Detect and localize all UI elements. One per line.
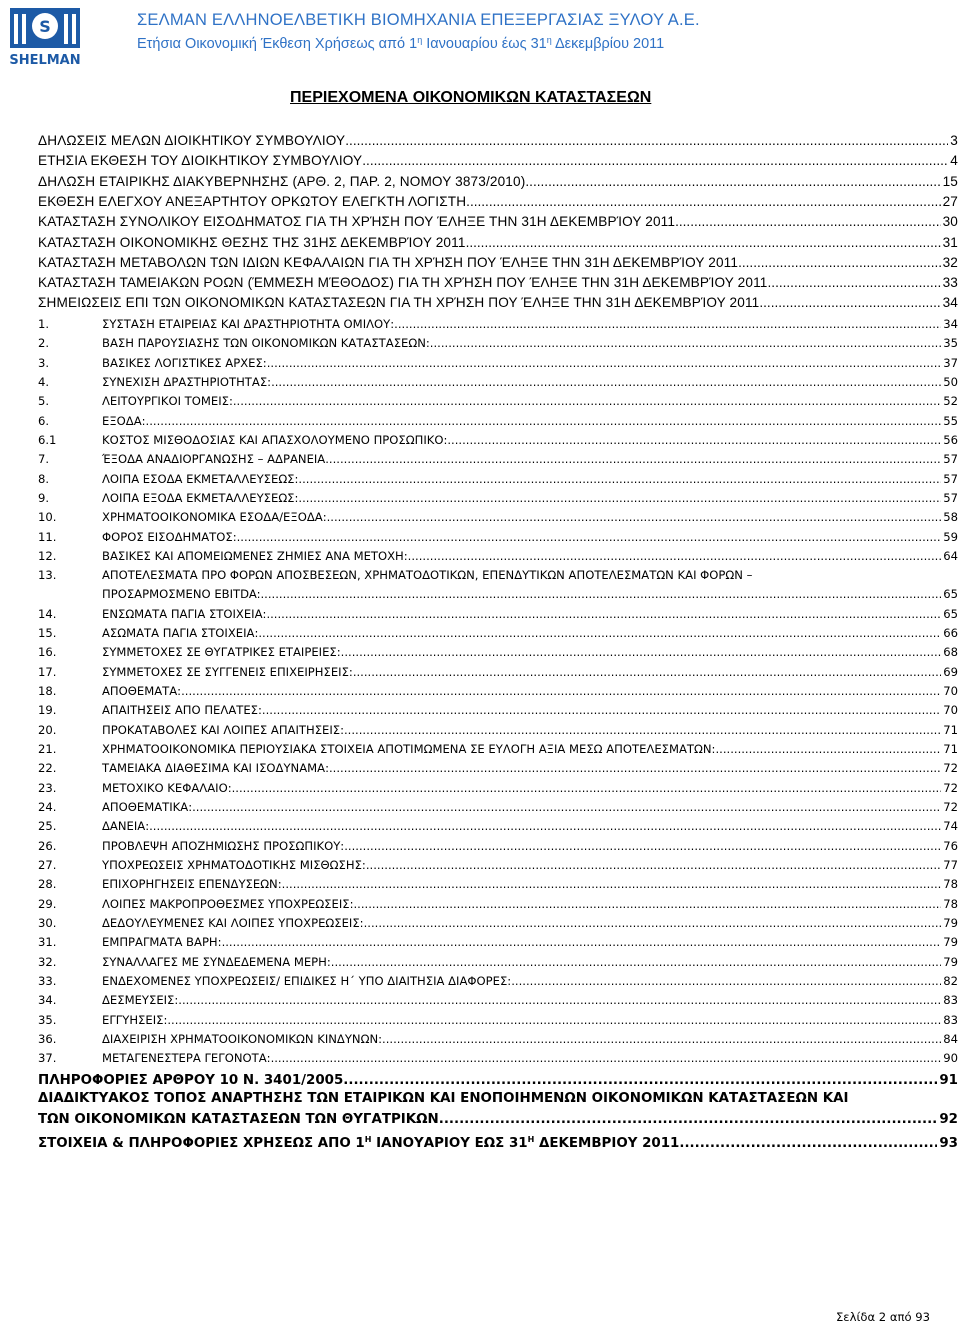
toc-entry-text: ΛΟΙΠΕΣ ΜΑΚΡΟΠΡΟΘΕΣΜΕΣ ΥΠΟΧΡΕΩΣΕΙΣ: — [102, 896, 354, 911]
toc-entry-page: 35 — [943, 336, 958, 351]
dot-leader — [146, 412, 942, 430]
toc-entry-page: 79 — [943, 935, 958, 950]
toc-entry-page: 57 — [943, 490, 958, 505]
toc-entry-page: 72 — [943, 780, 958, 795]
toc-note-number: 3. — [38, 355, 50, 370]
toc-note-entry[interactable] — [38, 721, 958, 739]
dot-leader — [267, 354, 942, 372]
toc-entry-page: 77 — [943, 857, 958, 872]
dot-leader — [327, 508, 942, 526]
toc-entry-text: ΣΤΟΙΧΕΙΑ & ΠΛΗΡΟΦΟΡΙΕΣ ΧΡΗΣΕΩΣ ΑΠΟ $1^H$ ΙΑΝΟΥΑΡΙΟΥ ΕΩΣ $31^H$ ΔΕΚΕΜΒΡΙΟΥ 2011 — [38, 1135, 680, 1151]
dot-leader — [344, 837, 941, 855]
toc-note-number: 12. — [38, 548, 57, 563]
toc-entry-text: ΣΥΝΕΧΙΣΗ ΔΡΑΣΤΗΡΙΟΤΗΤΑΣ: — [102, 374, 272, 389]
toc-entry-page: 82 — [943, 973, 958, 988]
toc-entry-text: ΚΟΣΤΟΣ ΜΙΣΘΟΔΟΣΙΑΣ ΚΑΙ ΑΠΑΣΧΟΛΟΥΜΕΝΟ ΠΡΟΣΩΠΙΚΟ: — [102, 432, 448, 447]
toc-entry-page: 68 — [943, 645, 958, 660]
toc-entry-info[interactable] — [38, 1072, 958, 1090]
toc-entry-page: 93 — [939, 1136, 958, 1151]
toc-entry-text: ΤΑΜΕΙΑΚΑ ΔΙΑΘΕΣΙΜΑ ΚΑΙ ΙΣΟΔΥΝΑΜΑ: — [102, 761, 329, 776]
dot-leader — [344, 721, 941, 739]
toc-entry-text: ΕΚΘΕΣΗ ΕΛΕΓΧΟΥ ΑΝΕΞΑΡΤΗΤΟΥ ΟΡΚΩΤΟΥ ΕΛΕΓΚΤΗ ΛΟΓΙΣΤΗ — [38, 193, 467, 209]
toc-entry-website-line1[interactable]: ΔΙΑΔΙΚΤΥΑΚΟΣ ΤΟΠΟΣ ΑΝΑΡΤΗΣΗΣ ΤΩΝ ΕΤΑΙΡΙΚΩΝ ΚΑΙ ΕΝΟΠΟΙΗΜΕΝΩΝ ΟΙΚΟΝΟΜΙΚΩΝ ΚΑΤΑΣΤΑΣΕΩΝ ΚΑΙ — [38, 1091, 849, 1106]
toc-note-entry[interactable] — [38, 605, 958, 623]
toc-entry-page: 58 — [943, 510, 958, 525]
toc-note-entry[interactable] — [38, 817, 958, 835]
toc-note-number: 28. — [38, 877, 57, 892]
toc-note-entry[interactable] — [38, 856, 958, 874]
toc-entry-page: 33 — [942, 275, 958, 291]
toc-entry-text: ΛΟΙΠΑ ΕΣΟΔΑ ΕΚΜΕΤΑΛΛΕΥΣΕΩΣ: — [102, 471, 299, 486]
dot-leader — [232, 779, 942, 797]
toc-note-number: 33. — [38, 973, 57, 988]
toc-entry-page: 78 — [943, 877, 958, 892]
dot-leader — [261, 585, 942, 603]
toc-entry-page: 34 — [942, 295, 958, 311]
dot-leader — [738, 254, 940, 272]
shelman-logo — [4, 6, 86, 70]
dot-leader — [262, 701, 941, 719]
toc-entry-page: 57 — [943, 471, 958, 486]
toc-note-number: 2. — [38, 336, 50, 351]
dot-leader — [341, 643, 942, 661]
toc-entry-page: 83 — [943, 1012, 958, 1027]
toc-entry[interactable] — [38, 173, 958, 191]
toc-note-number: 25. — [38, 819, 57, 834]
dot-leader — [382, 1030, 941, 1048]
toc-entry-text: ΔΕΔΟΥΛΕΥΜΕΝΕΣ ΚΑΙ ΛΟΙΠΕΣ ΥΠΟΧΡΕΩΣΕΙΣ: — [102, 915, 364, 930]
toc-entry-text: ΒΑΣΗ ΠΑΡΟΥΣΙΑΣΗΣ ΤΩΝ ΟΙΚΟΝΟΜΙΚΩΝ ΚΑΤΑΣΤΑΣΕΩΝ: — [102, 336, 430, 351]
toc-note-number: 30. — [38, 915, 57, 930]
toc-entry-text: ΚΑΤΑΣΤΑΣΗ ΟΙΚΟΝΟΜΙΚΗΣ ΘΕΣΗΣ ΤΗΣ 31ΗΣ ΔΕΚΕΜΒΡΊΟΥ 2011 — [38, 234, 466, 250]
toc-note-entry[interactable] — [38, 392, 958, 410]
toc-note-number: 22. — [38, 761, 57, 776]
dot-leader — [394, 315, 941, 333]
toc-entry-financial-data[interactable] — [38, 1131, 958, 1153]
company-name: ΣΕΛΜΑΝ ΕΛΛΗΝΟΕΛΒΕΤΙΚΗ ΒΙΟΜΗΧΑΝΙΑ ΕΠΕΞΕΡΓΑΣΙΑΣ ΞΥΛΟΥ Α.Ε. — [137, 11, 700, 29]
toc-note-entry[interactable] — [38, 315, 958, 333]
toc-entry-text: ΑΠΟΘΕΜΑΤΑ: — [102, 684, 182, 699]
toc-note-number: 19. — [38, 703, 57, 718]
toc-entry-page: 56 — [943, 432, 958, 447]
toc-entry-text: ΣΥΣΤΑΣΗ ΕΤΑΙΡΕΙΑΣ ΚΑΙ ΔΡΑΣΤΗΡΙΟΤΗΤΑ ΟΜΙΛΟΥ: — [102, 317, 395, 331]
toc-note-number: 5. — [38, 394, 50, 409]
dot-leader — [466, 234, 941, 252]
toc-entry[interactable] — [38, 234, 958, 252]
toc-entry-page: 65 — [943, 606, 958, 621]
toc-note-number: 6. — [38, 413, 50, 428]
dot-leader — [679, 1135, 937, 1153]
toc-note-entry[interactable] — [38, 585, 958, 603]
toc-entry-website[interactable] — [38, 1111, 958, 1129]
toc-note-number: 36. — [38, 1031, 57, 1046]
toc-entry-text: ΣΥΜΜΕΤΟΧΕΣ ΣΕ ΣΥΓΓΕΝΕΙΣ ΕΠΙΧΕΙΡΗΣΕΙΣ: — [102, 664, 353, 679]
toc-entry-text: ΕΝΣΩΜΑΤΑ ΠΑΓΙΑ ΣΤΟΙΧΕΙΑ: — [102, 606, 267, 621]
toc-note-entry[interactable] — [38, 334, 958, 352]
toc-note-number: 24. — [38, 800, 57, 814]
toc-note-entry[interactable] — [38, 1030, 958, 1048]
toc-entry-page: 66 — [943, 626, 958, 641]
toc-entry[interactable] — [38, 193, 958, 211]
toc-entry-page: 55 — [943, 413, 958, 428]
dot-leader — [271, 373, 941, 391]
toc-entry-text: ΔΕΣΜΕΥΣΕΙΣ: — [102, 993, 179, 1008]
toc-note-number: 27. — [38, 857, 57, 872]
dot-leader — [353, 895, 941, 913]
page-title: ΠΕΡΙΕΧΟΜΕΝΑ ΟΙΚΟΝΟΜΙΚΩΝ ΚΑΤΑΣΤΑΣΕΩΝ — [290, 89, 652, 106]
toc-entry[interactable] — [38, 132, 958, 150]
toc-entry-text: ΒΑΣΙΚΕΣ ΚΑΙ ΑΠΟΜΕΙΩΜΕΝΕΣ ΖΗΜΙΕΣ ΑΝΑ ΜΕΤΟΧΗ: — [102, 548, 408, 563]
toc-entry-text: ΚΑΤΑΣΤΑΣΗ ΤΑΜΕΙΑΚΩΝ ΡΟΩΝ (ΈΜΜΕΣΗ ΜΈΘΟΔΟΣ) ΓΙΑ ΤΗ ΧΡΉΣΗ ΠΟΥ ΈΛΗΞΕ ΤΗΝ 31Η ΔΕΚΕΜΒΡΊΟΥ 2011 — [38, 275, 768, 291]
dot-leader — [366, 856, 941, 874]
toc-entry-page: 64 — [943, 548, 958, 563]
toc-note-number: 16. — [38, 645, 57, 660]
toc-note-number: 7. — [38, 452, 50, 467]
toc-note-number: 8. — [38, 471, 50, 486]
toc-note-entry[interactable] — [38, 373, 958, 391]
toc-note-entry[interactable] — [38, 508, 958, 526]
dot-leader — [343, 1072, 937, 1090]
toc-note-entry[interactable] — [38, 972, 958, 990]
toc-entry-text: ΔΗΛΩΣΕΙΣ ΜΕΛΩΝ ΔΙΟΙΚΗΤΙΚΟΥ ΣΥΜΒΟΥΛΙΟΥ — [38, 133, 346, 148]
toc-entry-text: ΧΡΗΜΑΤΟΟΙΚΟΝΟΜΙΚΑ ΠΕΡΙΟΥΣΙΑΚΑ ΣΤΟΙΧΕΙΑ ΑΠΟΤΙΜΩΜΕΝΑ ΣΕ ΕΥΛΟΓΗ ΑΞΙΑ ΜΕΣΩ ΑΠΟΤΕΛΕΣΜΑΤΩΝ: — [102, 742, 716, 757]
toc-note-entry[interactable] — [38, 566, 958, 584]
svg-text:S: S — [39, 17, 51, 36]
toc-entry-text: ΛΕΙΤΟΥΡΓΙΚΟΙ ΤΟΜΕΙΣ: — [102, 394, 233, 409]
dot-leader — [364, 914, 942, 932]
dot-leader — [408, 547, 942, 565]
toc-entry-page: 4 — [950, 153, 958, 169]
toc-entry-page: 37 — [943, 355, 958, 370]
page-footer: Σελίδα 2 από 93 — [835, 1310, 930, 1324]
toc-entry-page: 15 — [942, 173, 958, 189]
toc-entry-page: 30 — [942, 214, 958, 230]
toc-entry[interactable] — [38, 213, 958, 231]
toc-entry-text: ΑΠΑΙΤΗΣΕΙΣ ΑΠΟ ΠΕΛΑΤΕΣ: — [102, 703, 262, 718]
toc-note-number: 9. — [38, 490, 50, 505]
toc-note-entry[interactable] — [38, 624, 958, 642]
toc-entry-page: 65 — [943, 587, 958, 602]
toc-note-entry[interactable] — [38, 798, 958, 816]
toc-entry-page: 83 — [943, 993, 958, 1008]
toc-entry[interactable] — [38, 274, 958, 292]
toc-entry-text: ΤΩΝ ΟΙΚΟΝΟΜΙΚΩΝ ΚΑΤΑΣΤΑΣΕΩΝ ΤΩΝ ΘΥΓΑΤΡΙΚΩΝ — [38, 1112, 439, 1127]
toc-note-number: 11. — [38, 529, 57, 544]
toc-entry-page: 79 — [943, 954, 958, 969]
dot-leader — [675, 213, 940, 231]
toc-note-number: 4. — [38, 374, 50, 389]
toc-note-number: 13. — [38, 568, 57, 583]
dot-leader — [298, 489, 941, 507]
dot-leader — [167, 1011, 941, 1029]
dot-leader — [271, 1049, 942, 1067]
toc-note-entry[interactable] — [38, 837, 958, 855]
toc-entry-page: 71 — [943, 722, 958, 737]
toc-entry-page: 74 — [943, 819, 958, 834]
toc-note-entry[interactable] — [38, 1011, 958, 1029]
toc-note-number: 37. — [38, 1051, 57, 1066]
toc-entry-text: ΚΑΤΑΣΤΑΣΗ ΜΕΤΑΒΟΛΩΝ ΤΩΝ ΙΔΙΩΝ ΚΕΦΑΛΑΙΩΝ ΓΙΑ ΤΗ ΧΡΉΣΗ ΠΟΥ ΈΛΗΞΕ ΤΗΝ 31Η ΔΕΚΕΜΒΡΊΟΥ 2011 — [38, 254, 739, 270]
toc-entry-text: ΠΡΟΒΛΕΨΗ ΑΠΟΖΗΜΙΩΣΗΣ ΠΡΟΣΩΠΙΚΟΥ: — [102, 838, 345, 853]
toc-entry-text: ΠΡΟΣΑΡΜΟΣΜΕΝΟ EBITDA: — [102, 587, 261, 602]
toc-entry-text: ΕΝΔΕΧΟΜΕΝΕΣ ΥΠΟΧΡΕΩΣΕΙΣ/ ΕΠΙΔΙΚΕΣ Η΄ ΥΠΟ ΔΙΑΙΤΗΣΙΑ ΔΙΑΦΟΡΕΣ: — [102, 973, 512, 988]
toc-entry-text: ΕΜΠΡΑΓΜΑΤΑ ΒΑΡΗ: — [102, 935, 222, 950]
toc-note-number: 1. — [38, 317, 50, 331]
toc-entry-text: ΕΓΓΥΗΣΕΙΣ: — [102, 1012, 168, 1027]
toc-entry-text: ΠΛΗΡΟΦΟΡΙΕΣ ΑΡΘΡΟΥ 10 Ν. 3401/2005 — [38, 1073, 344, 1088]
toc-entry-text: ΑΠΟΤΕΛΕΣΜΑΤΑ ΠΡΟ ΦΟΡΩΝ ΑΠΟΣΒΕΣΕΩΝ, ΧΡΗΜΑΤΟΔΟΤΙΚΩΝ, ΕΠΕΝΔΥΤΙΚΩΝ ΑΠΟΤΕΛΕΣΜΑΤΩΝ ΚΑΙ ΦΟΡΩΝ – — [102, 568, 753, 583]
toc-entry-text: ΜΕΤΑΓΕΝΕΣΤΕΡΑ ΓΕΓΟΝΟΤΑ: — [102, 1051, 271, 1066]
dot-leader — [715, 740, 941, 758]
toc-note-number: 6.1 — [38, 432, 57, 447]
toc-note-entry[interactable] — [38, 740, 958, 758]
toc-entry-page: 52 — [943, 394, 958, 409]
toc-entry-page: 72 — [943, 800, 958, 814]
toc-note-number: 21. — [38, 742, 57, 757]
toc-entry-text: ΠΡΟΚΑΤΑΒΟΛΕΣ ΚΑΙ ΛΟΙΠΕΣ ΑΠΑΙΤΗΣΕΙΣ: — [102, 722, 344, 737]
dot-leader — [178, 991, 941, 1009]
toc-entry-text: ΕΤΗΣΙΑ ΕΚΘΕΣΗ ΤΟΥ ΔΙΟΙΚΗΤΙΚΟΥ ΣΥΜΒΟΥΛΙΟΥ — [38, 153, 363, 169]
toc-entry-page: 70 — [943, 703, 958, 718]
toc-entry-page: 31 — [942, 234, 958, 250]
dot-leader — [298, 470, 941, 488]
dot-leader — [430, 334, 941, 352]
toc-note-entry[interactable] — [38, 895, 958, 913]
toc-note-number: 20. — [38, 722, 57, 737]
toc-note-number: 10. — [38, 510, 57, 525]
toc-entry-text: ΦΟΡΟΣ ΕΙΣΟΔΗΜΑΤΟΣ: — [102, 529, 237, 544]
dot-leader — [258, 624, 941, 642]
dot-leader — [525, 173, 940, 191]
toc-entry-page: 27 — [942, 193, 958, 209]
dot-leader — [466, 193, 940, 211]
report-subtitle: Ετήσια Οικονομική Έκθεση Χρήσεως από $1^\eta$ Ιανουαρίου έως $31^\eta$ Δεκεμβρίου 2011 — [137, 35, 665, 52]
toc-note-entry[interactable] — [38, 470, 958, 488]
toc-entry-page: 76 — [943, 838, 958, 853]
dot-leader — [345, 132, 948, 150]
toc-entry-page: 71 — [943, 742, 958, 757]
toc-note-entry[interactable] — [38, 1049, 958, 1067]
toc-note-number: 34. — [38, 993, 57, 1008]
toc-note-entry[interactable] — [38, 489, 958, 507]
dot-leader — [329, 759, 941, 777]
toc-entry-page: 57 — [943, 452, 958, 467]
dot-leader — [222, 933, 942, 951]
toc-entry-text: ΈΞΟΔΑ ΑΝΑΔΙΟΡΓΑΝΩΣΗΣ – ΑΔΡΑΝΕΙΑ — [102, 452, 326, 467]
dot-leader — [233, 392, 941, 410]
toc-note-entry[interactable] — [38, 663, 958, 681]
toc-note-number: 14. — [38, 606, 57, 621]
toc-entry-text: ΔΗΛΩΣΗ ΕΤΑΙΡΙΚΗΣ ΔΙΑΚΥΒΕΡΝΗΣΗΣ (ΑΡΘ. 2, ΠΑΡ. 2, ΝΟΜΟΥ 3873/2010) — [38, 173, 526, 189]
toc-note-entry[interactable] — [38, 875, 958, 893]
toc-entry-page: 3 — [950, 133, 958, 148]
dot-leader — [511, 972, 941, 990]
toc-entry-text: ΕΞΟΔΑ: — [102, 413, 146, 428]
toc-note-entry[interactable] — [38, 682, 958, 700]
toc-entry-page: 50 — [943, 374, 958, 389]
toc-note-entry[interactable] — [38, 643, 958, 661]
toc-note-entry[interactable] — [38, 354, 958, 372]
toc-note-entry[interactable] — [38, 779, 958, 797]
toc-note-number: 26. — [38, 838, 57, 853]
dot-leader — [362, 152, 948, 170]
dot-leader — [447, 431, 941, 449]
toc-entry-text: ΒΑΣΙΚΕΣ ΛΟΓΙΣΤΙΚΕΣ ΑΡΧΕΣ: — [102, 355, 267, 370]
dot-leader — [331, 953, 941, 971]
toc-entry-page: 92 — [939, 1112, 958, 1127]
toc-entry-text: ΛΟΙΠΑ ΕΞΟΔΑ ΕΚΜΕΤΑΛΛΕΥΣΕΩΣ: — [102, 490, 299, 505]
toc-note-entry[interactable] — [38, 450, 958, 468]
toc-note-number: 29. — [38, 896, 57, 911]
svg-text:SHELMAN: SHELMAN — [9, 53, 81, 68]
toc-note-number: 18. — [38, 684, 57, 699]
dot-leader — [192, 798, 941, 816]
toc-entry-page: 34 — [943, 317, 958, 331]
toc-note-entry[interactable] — [38, 759, 958, 777]
toc-entry-text: ΔΑΝΕΙΑ: — [102, 819, 150, 834]
toc-entry-text: ΚΑΤΑΣΤΑΣΗ ΣΥΝΟΛΙΚΟΥ ΕΙΣΟΔΗΜΑΤΟΣ ΓΙΑ ΤΗ ΧΡΉΣΗ ΠΟΥ ΈΛΗΞΕ ΤΗΝ 31Η ΔΕΚΕΜΒΡΊΟΥ 2011 — [38, 214, 676, 230]
dot-leader — [439, 1111, 938, 1129]
toc-entry-text: ΥΠΟΧΡΕΩΣΕΙΣ ΧΡΗΜΑΤΟΔΟΤΙΚΗΣ ΜΙΣΘΩΣΗΣ: — [102, 857, 366, 872]
toc-note-number: 32. — [38, 954, 57, 969]
toc-entry[interactable] — [38, 152, 958, 170]
toc-entry-page: 72 — [943, 761, 958, 776]
toc-entry-page: 59 — [943, 529, 958, 544]
toc-note-entry[interactable] — [38, 701, 958, 719]
toc-entry-page: 32 — [942, 254, 958, 270]
dot-leader — [237, 528, 942, 546]
dot-leader — [181, 682, 941, 700]
toc-note-number: 17. — [38, 664, 57, 679]
toc-note-entry[interactable] — [38, 933, 958, 951]
toc-note-number: 35. — [38, 1012, 57, 1027]
dot-leader — [325, 450, 941, 468]
dot-leader — [282, 875, 942, 893]
toc-note-entry[interactable] — [38, 412, 958, 430]
dot-leader — [149, 817, 941, 835]
dot-leader — [353, 663, 941, 681]
toc-entry-page: 70 — [943, 684, 958, 699]
toc-note-number: 31. — [38, 935, 57, 950]
toc-entry-text: ΑΣΩΜΑΤΑ ΠΑΓΙΑ ΣΤΟΙΧΕΙΑ: — [102, 626, 259, 641]
toc-note-entry[interactable] — [38, 431, 958, 449]
toc-note-entry[interactable] — [38, 953, 958, 971]
toc-entry-text: ΣΥΝΑΛΛΑΓΕΣ ΜΕ ΣΥΝΔΕΔΕΜΕΝΑ ΜΕΡΗ: — [102, 954, 331, 969]
toc-entry-page: 90 — [943, 1051, 958, 1066]
toc-entry-page: 78 — [943, 896, 958, 911]
toc-entry-text: ΣΗΜΕΙΩΣΕΙΣ ΕΠΙ ΤΩΝ ΟΙΚΟΝΟΜΙΚΩΝ ΚΑΤΑΣΤΑΣΕΩΝ ΓΙΑ ΤΗ ΧΡΉΣΗ ΠΟΥ ΈΛΗΞΕ ΤΗΝ 31Η ΔΕΚΕΜΒΡΊΟΥ 2011 — [38, 295, 760, 311]
toc-entry-page: 69 — [943, 664, 958, 679]
toc-note-entry[interactable] — [38, 528, 958, 546]
toc-note-entry[interactable] — [38, 914, 958, 932]
dot-leader — [266, 605, 941, 623]
toc-entry[interactable] — [38, 294, 958, 312]
toc-entry-page: 91 — [939, 1073, 958, 1088]
dot-leader — [759, 294, 940, 312]
toc-entry-text: ΔΙΑΧΕΙΡΙΣΗ ΧΡΗΜΑΤΟΟΙΚΟΝΟΜΙΚΩΝ ΚΙΝΔΥΝΩΝ: — [102, 1031, 383, 1046]
toc-entry[interactable] — [38, 254, 958, 272]
dot-leader — [768, 274, 941, 292]
toc-entry-text: ΧΡΗΜΑΤΟΟΙΚΟΝΟΜΙΚΑ ΕΣΟΔΑ/ΕΞΟΔΑ: — [102, 510, 327, 525]
toc-note-entry[interactable] — [38, 991, 958, 1009]
toc-entry-text: ΕΠΙΧΟΡΗΓΗΣΕΙΣ ΕΠΕΝΔΥΣΕΩΝ: — [102, 877, 282, 892]
toc-entry-text: ΣΥΜΜΕΤΟΧΕΣ ΣΕ ΘΥΓΑΤΡΙΚΕΣ ΕΤΑΙΡΕΙΕΣ: — [102, 645, 341, 660]
toc-note-number: 23. — [38, 780, 57, 795]
toc-note-entry[interactable] — [38, 547, 958, 565]
toc-entry-text: ΑΠΟΘΕΜΑΤΙΚΑ: — [102, 800, 193, 814]
toc-entry-page: 84 — [943, 1031, 958, 1046]
toc-entry-page: 79 — [943, 915, 958, 930]
toc-entry-text: ΜΕΤΟΧΙΚΟ ΚΕΦΑΛΑΙΟ: — [102, 780, 232, 795]
toc-note-number: 15. — [38, 626, 57, 641]
